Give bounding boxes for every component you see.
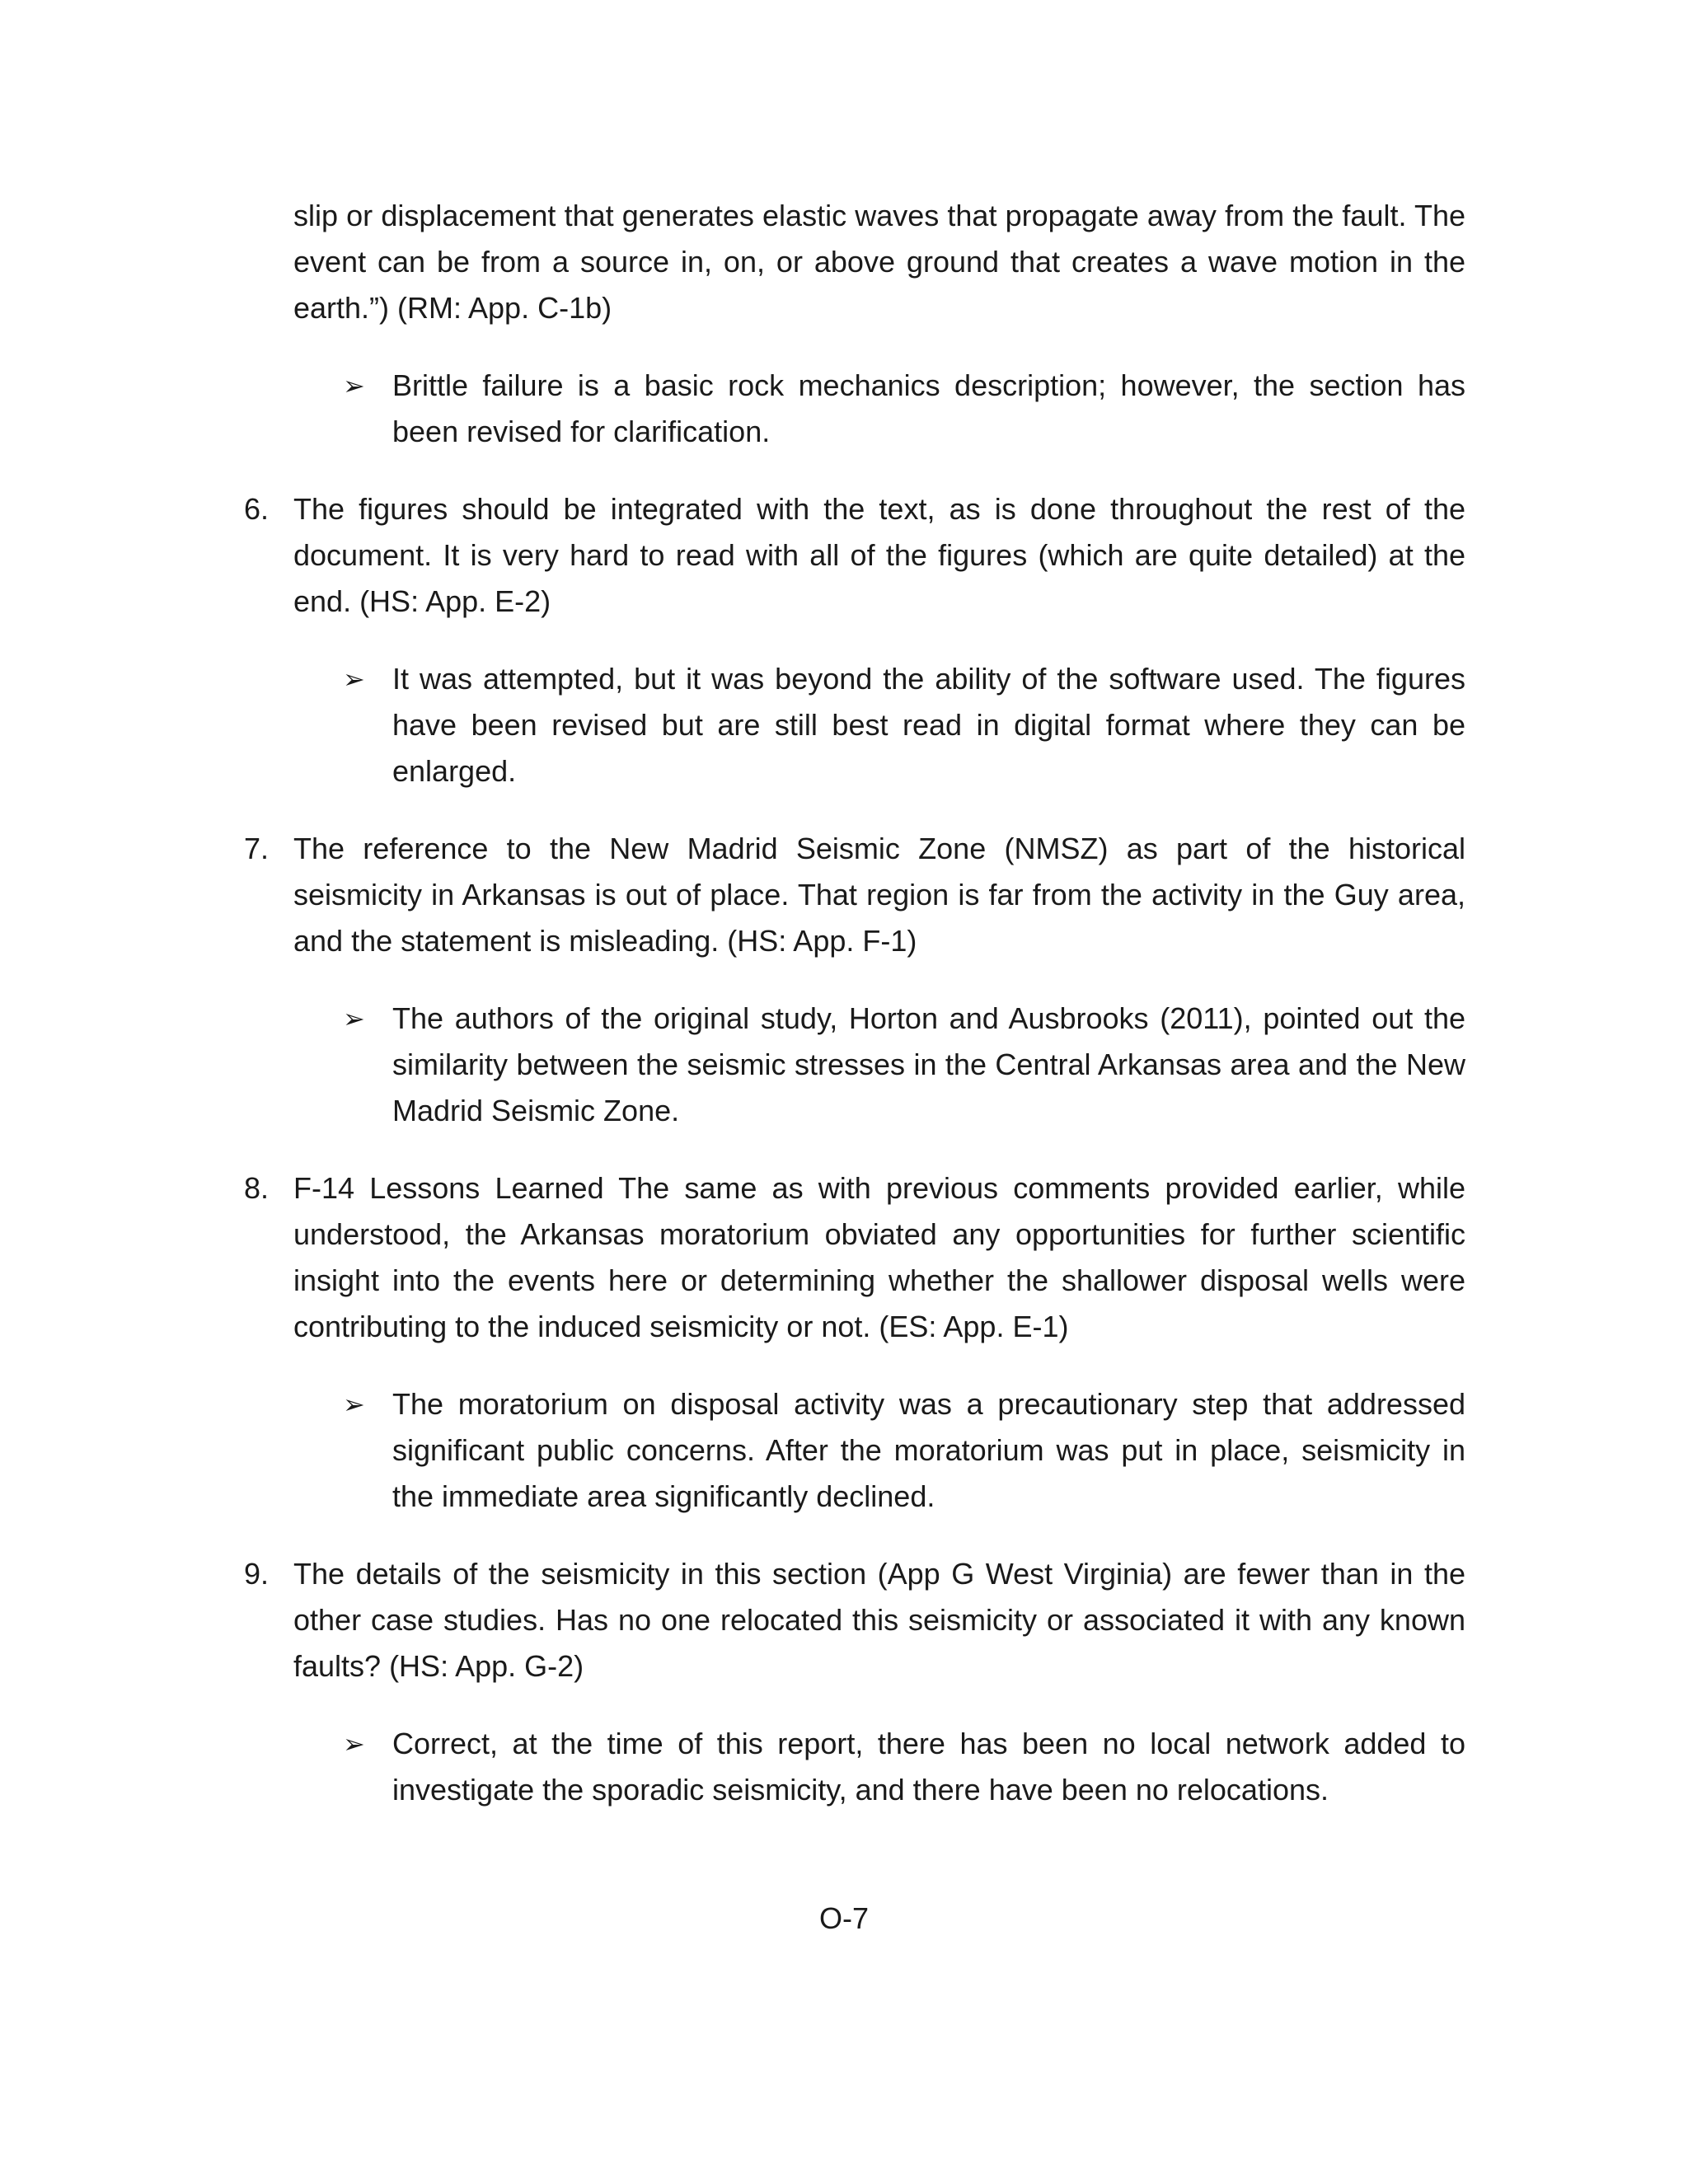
arrow-bullet-icon: ➢ bbox=[343, 371, 365, 401]
response-8 bbox=[343, 1381, 1465, 1520]
response-9 bbox=[343, 1721, 1465, 1813]
comment-number-6: 6. bbox=[244, 492, 270, 526]
comment-item-8 bbox=[244, 1165, 1465, 1350]
arrow-bullet-icon: ➢ bbox=[343, 664, 365, 694]
comment-text-8: F-14 Lessons Learned The same as with previous comments provided earlier, while understood, the Arkansas moratorium obviated any opportunities for further scientific insight into the events here or determining whether the shallower disposal wells were contributing to the induced seismicity or not. (ES: App. E-1) bbox=[293, 1171, 1465, 1343]
page-footer bbox=[0, 1896, 1688, 1942]
comment-text-6: The figures should be integrated with the text, as is done throughout the rest of the document. It is very hard to read with all of the figures (which are quite detailed) at the end. (HS: App. E-2) bbox=[293, 492, 1465, 618]
response-9-text: Correct, at the time of this report, there has been no local network added to investigate the sporadic seismicity, and there have been no relocations. bbox=[392, 1727, 1465, 1807]
response-7 bbox=[343, 996, 1465, 1134]
arrow-bullet-icon: ➢ bbox=[343, 1004, 365, 1033]
response-5-text: Brittle failure is a basic rock mechanics description; however, the section has been revised for clarification. bbox=[392, 368, 1465, 448]
continued-paragraph-text: slip or displacement that generates elastic waves that propagate away from the fault. The event can be from a source in, on, or above ground that creates a wave motion in the earth.”) (RM: App. C-1b) bbox=[293, 199, 1465, 325]
response-6-text: It was attempted, but it was beyond the ability of the software used. The figures have been revised but are still best read in digital format where they can be enlarged. bbox=[392, 662, 1465, 788]
comment-text-9: The details of the seismicity in this section (App G West Virginia) are fewer than in the other case studies. Has no one relocated this seismicity or associated it with any known faults? (HS: App. G-2) bbox=[293, 1557, 1465, 1683]
comment-text-7: The reference to the New Madrid Seismic Zone (NMSZ) as part of the historical seismicity in Arkansas is out of place. That region is far from the activity in the Guy area, and the statement is misleading. (HS: App. F-1) bbox=[293, 832, 1465, 958]
response-5 bbox=[343, 363, 1465, 455]
continued-paragraph bbox=[293, 193, 1465, 331]
arrow-bullet-icon: ➢ bbox=[343, 1729, 365, 1759]
page-number: O-7 bbox=[818, 1901, 869, 1935]
response-8-text: The moratorium on disposal activity was a precautionary step that addressed significant public concerns. After the moratorium was put in place, seismicity in the immediate area significantly declined. bbox=[392, 1387, 1465, 1513]
comment-item-7 bbox=[244, 826, 1465, 964]
comment-item-9 bbox=[244, 1551, 1465, 1690]
response-6 bbox=[343, 656, 1465, 794]
arrow-bullet-icon: ➢ bbox=[343, 1390, 365, 1419]
comment-number-9: 9. bbox=[244, 1557, 270, 1591]
comment-number-7: 7. bbox=[244, 832, 270, 865]
comment-number-8: 8. bbox=[244, 1171, 270, 1205]
comment-item-6 bbox=[244, 486, 1465, 625]
response-7-text: The authors of the original study, Horton and Ausbrooks (2011), pointed out the similarity between the seismic stresses in the Central Arkansas area and the New Madrid Seismic Zone. bbox=[392, 1001, 1465, 1127]
